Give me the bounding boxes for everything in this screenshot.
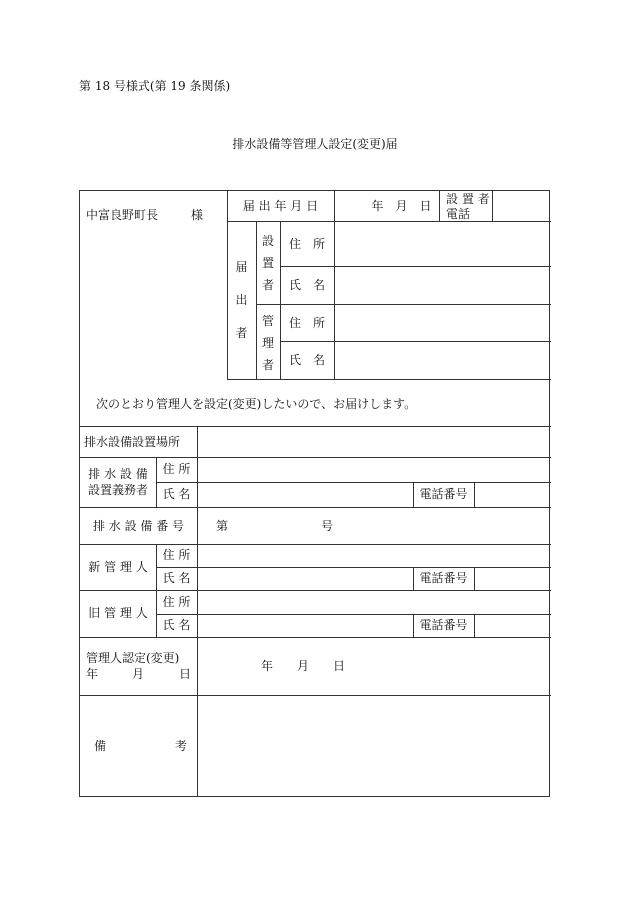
filing-date-label: 届 出 年 月 日 [242,199,319,213]
manager-name-label: 氏 名 [288,353,325,367]
equipment-number-suffix: 号 [321,519,334,533]
certification-label: 管理人認定(変更) [86,651,180,665]
equipment-number-label: 排 水 設 備 番 号 [92,519,185,533]
obligor-address-label: 住 所 [162,462,191,476]
remarks-field[interactable] [198,696,550,796]
certification-year-char: 年 [86,667,99,681]
installer-phone-label-2: 電話 [446,207,471,221]
old-manager-name-label: 氏 名 [162,618,191,632]
obligor-label: 排 水 設 備 [88,467,148,481]
filing-date-field[interactable]: 年 月 日 [371,199,432,213]
remarks-label-2: 考 [175,739,188,753]
location-field[interactable] [198,427,550,457]
installer-label: 設 置 者 [261,234,274,292]
manager-name-field[interactable] [335,342,550,379]
certification-month-char: 月 [132,667,145,681]
manager-label: 管 理 者 [261,314,274,372]
statement-text: 次のとおり管理人を設定(変更)したいので、お届けします。 [96,397,417,411]
document-title: 排水設備等管理人設定(変更)届 [232,137,398,151]
certification-day-char: 日 [179,667,192,681]
installer-phone-label: 設 置 者 [446,192,490,206]
installer-name-field[interactable] [335,267,550,304]
new-manager-name-label: 氏 名 [162,571,191,585]
notifier-label: 届 出 者 [235,260,248,340]
addressee: 中富良野町長 [86,208,159,222]
obligor-name-label: 氏 名 [162,487,191,501]
location-label: 排水設備設置場所 [84,435,181,449]
new-manager-label: 新 管 理 人 [88,560,148,574]
obligor-phone-label: 電話番号 [419,487,468,501]
obligor-label-2: 設置義務者 [87,483,148,497]
form-number: 第 18 号様式(第 19 条関係) [79,79,231,93]
equipment-number-prefix: 第 [216,519,229,533]
manager-address-field[interactable] [335,305,550,341]
manager-address-label: 住 所 [288,316,325,330]
installer-name-label: 氏 名 [288,278,325,292]
form-table [79,190,550,797]
old-manager-address-label: 住 所 [162,595,191,609]
old-manager-label: 旧 管 理 人 [88,606,148,620]
new-manager-phone-label: 電話番号 [419,571,468,585]
installer-address-label: 住 所 [288,237,325,251]
old-manager-phone-label: 電話番号 [419,618,468,632]
installer-address-field[interactable] [335,222,550,266]
remarks-label: 備 [94,739,107,753]
honorific: 様 [191,208,204,222]
installer-phone-field[interactable] [493,192,550,220]
new-manager-address-label: 住 所 [162,548,191,562]
certification-date-field[interactable]: 年 月 日 [261,659,346,673]
